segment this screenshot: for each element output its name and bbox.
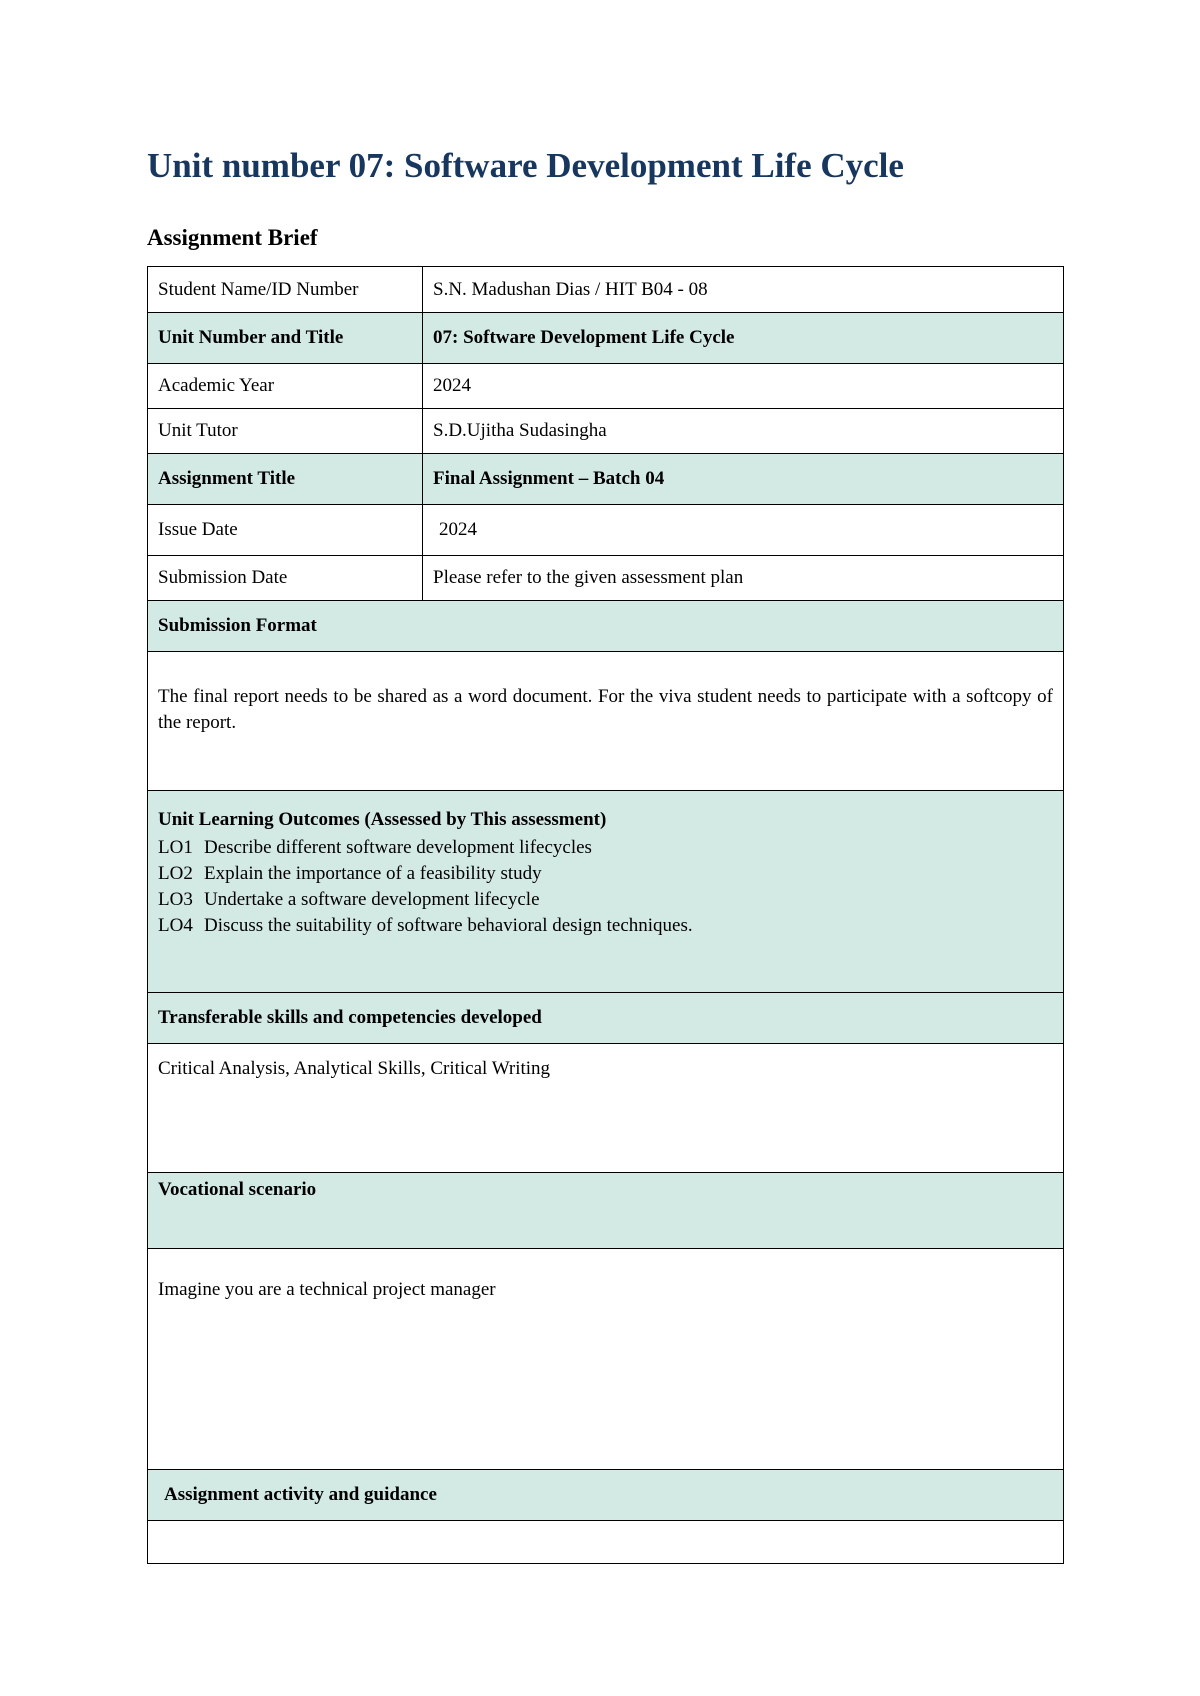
assignment-brief-heading: Assignment Brief [147, 225, 318, 250]
vocational-scenario-text: Imagine you are a technical project manager [148, 1249, 1064, 1470]
assignment-brief-table [147, 266, 1064, 1564]
unit-row [148, 313, 1064, 364]
transferable-skills-row [148, 1044, 1064, 1173]
learning-outcome-item [158, 861, 1053, 887]
tutor-row [148, 409, 1064, 454]
learning-outcome-text: Describe different software development lifecycles [204, 837, 592, 858]
learning-outcome-item [158, 913, 1053, 939]
learning-outcome-code: LO4 [158, 915, 193, 936]
vocational-scenario-row [148, 1249, 1064, 1470]
learning-outcome-text: Explain the importance of a feasibility study [204, 863, 542, 884]
submission-date-value: Please refer to the given assessment plan [423, 556, 1064, 601]
learning-outcome-code: LO3 [158, 889, 193, 910]
assignment-title-row [148, 454, 1064, 505]
assignment-activity-text [148, 1521, 1064, 1564]
submission-date-row [148, 556, 1064, 601]
year-value: 2024 [423, 364, 1064, 409]
assignment-title-label: Assignment Title [148, 454, 423, 505]
issue-date-value: 2024 [423, 505, 1064, 556]
year-row [148, 364, 1064, 409]
assignment-activity-heading-row [148, 1470, 1064, 1521]
learning-outcome-text: Undertake a software development lifecycle [204, 889, 540, 910]
learning-outcome-item [158, 835, 1053, 861]
learning-outcomes-row [148, 791, 1064, 993]
issue-date-row [148, 505, 1064, 556]
student-value: S.N. Madushan Dias / HIT B04 - 08 [423, 267, 1064, 313]
submission-format-heading-row [148, 601, 1064, 652]
student-row [148, 267, 1064, 313]
learning-outcome-item [158, 887, 1053, 913]
submission-date-label: Submission Date [148, 556, 423, 601]
vocational-scenario-heading: Vocational scenario [148, 1173, 1064, 1249]
vocational-scenario-heading-row [148, 1173, 1064, 1249]
assignment-activity-heading: Assignment activity and guidance [148, 1470, 1064, 1521]
tutor-label: Unit Tutor [148, 409, 423, 454]
page-title: Unit number 07: Software Development Life Cycle [147, 146, 904, 185]
submission-format-text: The final report needs to be shared as a word document. For the viva student needs to participate with a softcopy of the report. [158, 686, 1053, 733]
tutor-value: S.D.Ujitha Sudasingha [423, 409, 1064, 454]
transferable-skills-heading-row [148, 993, 1064, 1044]
learning-outcome-code: LO2 [158, 863, 193, 884]
assignment-activity-row [148, 1521, 1064, 1564]
transferable-skills-heading: Transferable skills and competencies developed [148, 993, 1064, 1044]
transferable-skills-text: Critical Analysis, Analytical Skills, Critical Writing [148, 1044, 1064, 1173]
unit-value: 07: Software Development Life Cycle [423, 313, 1064, 364]
submission-format-heading: Submission Format [148, 601, 1064, 652]
submission-format-row [148, 652, 1064, 791]
learning-outcome-text: Discuss the suitability of software behavioral design techniques. [204, 915, 693, 936]
learning-outcome-code: LO1 [158, 837, 193, 858]
unit-label: Unit Number and Title [148, 313, 423, 364]
student-label: Student Name/ID Number [148, 267, 423, 313]
learning-outcomes-heading: Unit Learning Outcomes (Assessed by This assessment) [158, 809, 607, 830]
assignment-title-value: Final Assignment – Batch 04 [423, 454, 1064, 505]
learning-outcomes-list [158, 835, 1053, 939]
year-label: Academic Year [148, 364, 423, 409]
issue-date-label: Issue Date [148, 505, 423, 556]
